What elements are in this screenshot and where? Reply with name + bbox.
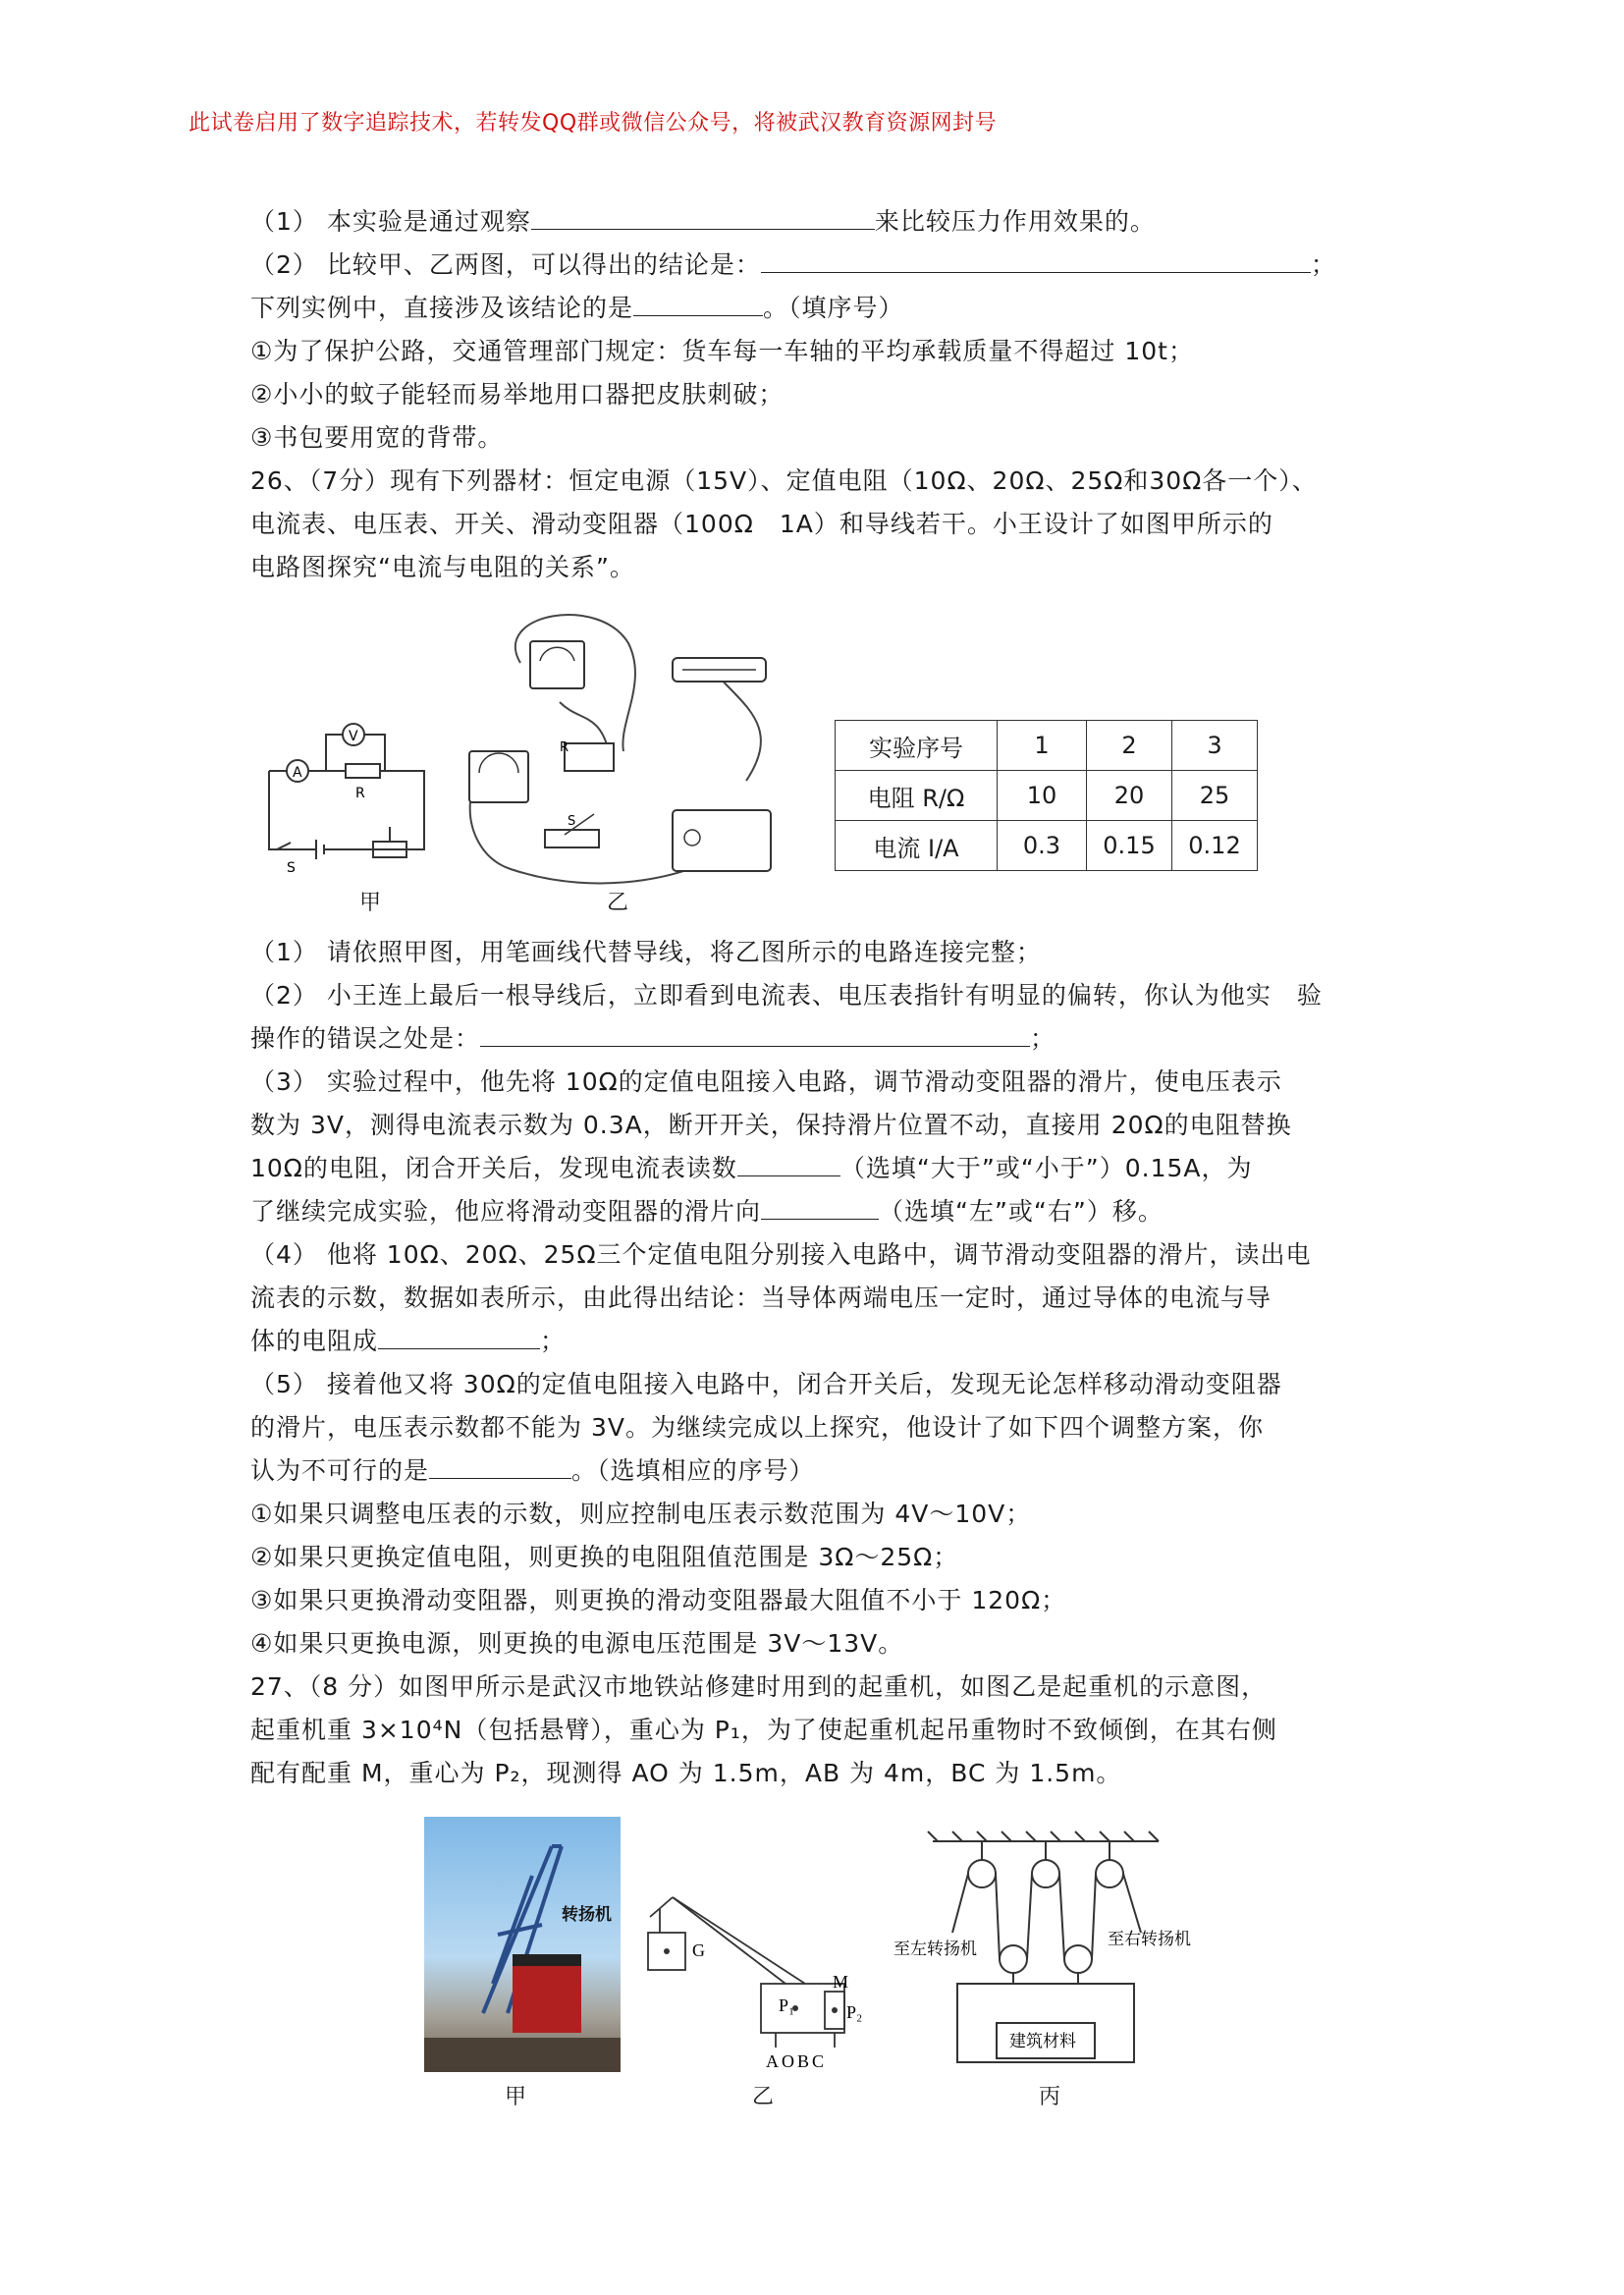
label-P2: P₂ bbox=[846, 2002, 863, 2022]
table-row: 电流 I/A 0.3 0.15 0.12 bbox=[836, 821, 1258, 871]
q25-line5: ②小小的蚊子能轻而易举地用口器把皮肤刺破； bbox=[250, 380, 785, 409]
q26-p3b: 数为 3V，测得电流表示数为 0.3A，断开开关，保持滑片位置不动，直接用 20Ω的电阻替换 bbox=[250, 1111, 1292, 1139]
pulley-diagram bbox=[884, 1817, 1218, 2077]
caption-jia: 甲 bbox=[359, 891, 382, 915]
q25-line6: ③书包要用宽的背带。 bbox=[250, 423, 504, 452]
q26-p3a: （3） 实验过程中，他先将 10Ω的定值电阻接入电路，调节滑动变阻器的滑片，使电压表示 bbox=[250, 1067, 1282, 1096]
q26-p4b: 流表的示数，数据如表所示，由此得出结论：当导体两端电压一定时，通过导体的电流与导 bbox=[250, 1284, 1272, 1312]
circuit-diagram-jia bbox=[257, 717, 444, 923]
q26-intro1: 26、（7分）现有下列器材：恒定电源（15V）、定值电阻（10Ω、20Ω、25Ω和30Ω各一个）、 bbox=[250, 466, 1318, 495]
q26-p4c: 体的电阻成 ； bbox=[250, 1327, 567, 1355]
q27-line2: 起重机重 3×10⁴N（包括悬臂），重心为 P₁，为了使起重机起吊重物时不致倾倒，在其右侧 bbox=[250, 1716, 1277, 1744]
q25-line4: ①为了保护公路，交通管理部门规定：货车每一车轴的平均承载质量不得超过 10t； bbox=[250, 337, 1194, 365]
blank[interactable] bbox=[480, 1022, 1030, 1047]
q26-p3d: 了继续完成实验，他应将滑动变阻器的滑片向 （选填“左”或“右”）移。 bbox=[250, 1197, 1164, 1226]
blank[interactable] bbox=[761, 248, 1311, 273]
q25-line3: 下列实例中，直接涉及该结论的是 。（填序号） bbox=[250, 294, 904, 322]
q25-line2: （2） 比较甲、乙两图，可以得出的结论是： ； bbox=[250, 250, 1336, 279]
table-row: 电阻 R/Ω 10 20 25 bbox=[836, 771, 1258, 821]
q27-line3: 配有配重 M，重心为 P₂，现测得 AO 为 1.5m，AB 为 4m，BC 为 1.5m。 bbox=[250, 1759, 1122, 1787]
q27-line1: 27、（8 分）如图甲所示是武汉市地铁站修建时用到的起重机，如图乙是起重机的示意图， bbox=[250, 1672, 1268, 1701]
q26-option3: ③如果只更换滑动变阻器，则更换的滑动变阻器最大阻值不小于 120Ω； bbox=[250, 1586, 1067, 1614]
crane-diagram bbox=[638, 1885, 874, 2077]
switch-s-label: S bbox=[568, 814, 576, 829]
switch-label: S bbox=[287, 860, 296, 876]
label-left-winch: 至左转扬机 bbox=[893, 1940, 977, 1959]
q26-option1: ①如果只调整电压表的示数，则应控制电压表示数范围为 4V～10V； bbox=[250, 1500, 1032, 1528]
q26-intro2: 电流表、电压表、开关、滑动变阻器（100Ω 1A）和导线若干。小王设计了如图甲所示的 bbox=[250, 510, 1273, 538]
crane-photo bbox=[424, 1817, 621, 2072]
caption-bing-27: 丙 bbox=[1039, 2085, 1061, 2109]
caption-yi-27: 乙 bbox=[752, 2085, 775, 2109]
blank[interactable] bbox=[531, 205, 875, 230]
q26-option4: ④如果只更换电源，则更换的电源电压范围是 3V～13V。 bbox=[250, 1629, 904, 1658]
q26-p2a: （2） 小王连上最后一根导线后，立即看到电流表、电压表指针有明显的偏转，你认为他实 验 bbox=[250, 981, 1323, 1010]
q26-p4a: （4） 他将 10Ω、20Ω、25Ω三个定值电阻分别接入电路中，调节滑动变阻器的滑片，读出电 bbox=[250, 1240, 1312, 1269]
data-table bbox=[835, 720, 1258, 871]
photo-label: 转扬机 bbox=[562, 1905, 612, 1925]
blank[interactable] bbox=[429, 1454, 571, 1479]
q26-intro3: 电路图探究“电流与电阻的关系”。 bbox=[250, 553, 635, 581]
ammeter-label: A bbox=[293, 765, 302, 781]
blank[interactable] bbox=[378, 1325, 540, 1349]
table-row: 实验序号 1 2 3 bbox=[836, 721, 1258, 771]
q25-line1: （1） 本实验是通过观察 来比较压力作用效果的。 bbox=[250, 207, 1156, 236]
label-M: M bbox=[833, 1972, 849, 1992]
label-materials: 建筑材料 bbox=[1009, 2032, 1076, 2051]
q26-p3c: 10Ω的电阻，闭合开关后，发现电流表读数 （选填“大于”或“小于”）0.15A，为 bbox=[250, 1154, 1253, 1182]
q26-p5a: （5） 接着他又将 30Ω的定值电阻接入电路中，闭合开关后，发现无论怎样移动滑动变阻器 bbox=[250, 1370, 1282, 1398]
watermark-banner: 此试卷启用了数字追踪技术，若转发QQ群或微信公众号，将被武汉教育资源网封号 bbox=[189, 111, 998, 136]
circuit-photo-yi bbox=[452, 604, 805, 899]
blank[interactable] bbox=[633, 292, 763, 316]
label-right-winch: 至右转扬机 bbox=[1108, 1930, 1191, 1949]
q26-option2: ②如果只更换定值电阻，则更换的电阻阻值范围是 3Ω～25Ω； bbox=[250, 1543, 959, 1571]
q26-p1: （1） 请依照甲图，用笔画线代替导线，将乙图所示的电路连接完整； bbox=[250, 938, 1042, 966]
resistor-label: R bbox=[355, 786, 365, 801]
resistor-r-label: R bbox=[560, 740, 569, 755]
q26-p5b: 的滑片，电压表示数都不能为 3V。为继续完成以上探究，他设计了如下四个调整方案，你 bbox=[250, 1413, 1264, 1442]
q26-p5c: 认为不可行的是 。（选填相应的序号） bbox=[250, 1456, 815, 1485]
label-G: G bbox=[692, 1940, 705, 1960]
label-AOBC: AOBC bbox=[766, 2051, 828, 2071]
caption-jia-27: 甲 bbox=[505, 2085, 527, 2109]
blank[interactable] bbox=[761, 1195, 879, 1220]
voltmeter-label: V bbox=[349, 729, 358, 744]
caption-yi: 乙 bbox=[607, 891, 629, 915]
blank[interactable] bbox=[737, 1152, 840, 1176]
q26-p2b: 操作的错误之处是： ； bbox=[250, 1024, 1056, 1053]
label-P1: P₁ bbox=[779, 1995, 795, 2015]
